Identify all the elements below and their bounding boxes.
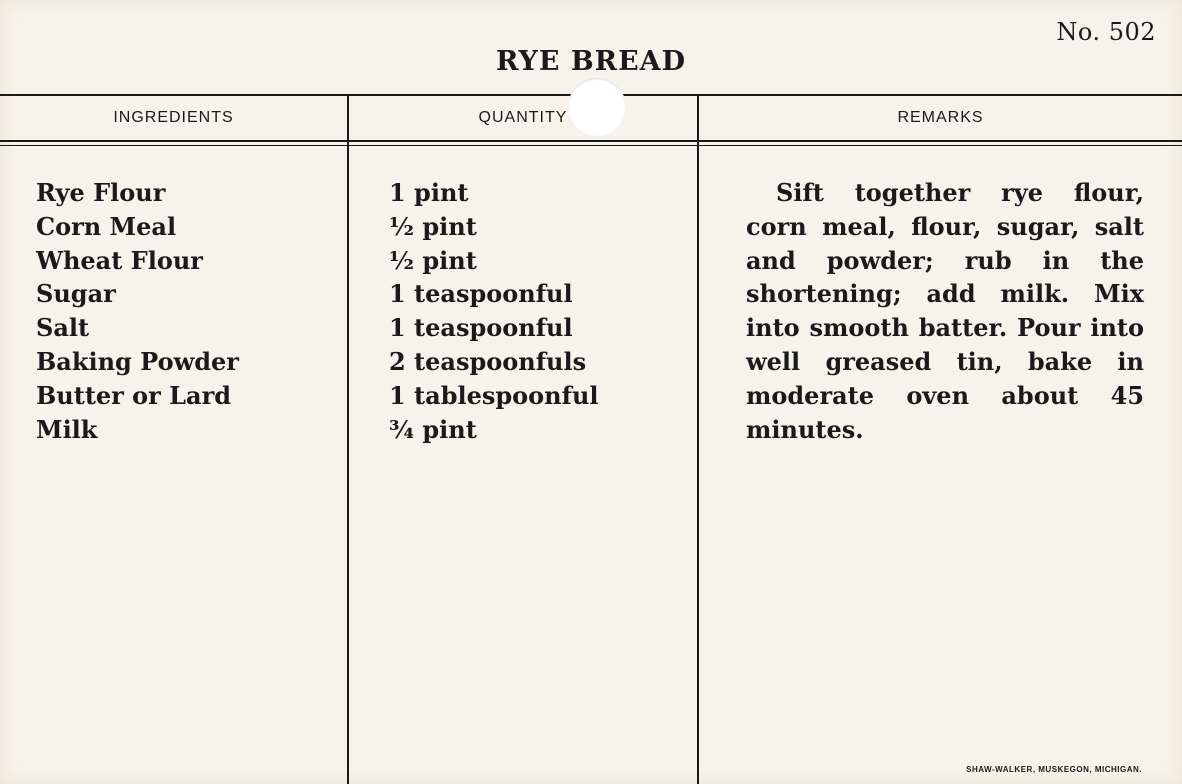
quantity-item: 1 pint <box>389 178 469 207</box>
punch-hole <box>568 78 626 136</box>
card-number: No. 502 <box>1056 18 1156 46</box>
header-rule <box>0 140 1182 142</box>
quantity-item: 1 teaspoonful <box>389 279 573 309</box>
ingredient-item: Wheat Flour <box>36 245 203 275</box>
header-rule-double <box>0 145 1182 146</box>
quantity-list <box>389 176 599 446</box>
recipe-title: RYE BREAD <box>495 46 687 77</box>
ingredient-item: Milk <box>36 414 98 444</box>
ingredient-item: Butter or Lard <box>36 380 232 410</box>
quantity-item: 1 tablespoonful <box>389 380 599 410</box>
quantity-item: ¾ pint <box>389 414 477 444</box>
remarks-column-header: REMARKS <box>897 109 984 126</box>
ingredient-item: Baking Powder <box>36 346 239 376</box>
column-divider-2 <box>697 96 699 784</box>
quantity-column-header: QUANTITY <box>478 109 568 126</box>
ingredient-item: Rye Flour <box>36 178 166 207</box>
column-divider-1 <box>347 96 349 784</box>
quantity-item: ½ pint <box>389 245 477 275</box>
quantity-item: ½ pint <box>389 211 477 241</box>
quantity-item: 2 teaspoonfuls <box>389 346 587 376</box>
ingredients-column-header: INGREDIENTS <box>113 109 234 126</box>
ingredient-item: Corn Meal <box>36 211 177 241</box>
ingredients-list <box>36 176 239 446</box>
quantity-item: 1 teaspoonful <box>389 313 573 343</box>
ingredient-item: Sugar <box>36 279 116 309</box>
ingredient-item: Salt <box>36 313 90 343</box>
printer-imprint: SHAW-WALKER, MUSKEGON, MICHIGAN. <box>966 765 1142 774</box>
remarks-text: Sift together rye flour, corn meal, flour, sugar, salt and powder; rub in the shortening; add milk. Mix into smooth batter. Pour into well greased tin, bake in moderate oven about 45 minutes. <box>746 178 1144 444</box>
